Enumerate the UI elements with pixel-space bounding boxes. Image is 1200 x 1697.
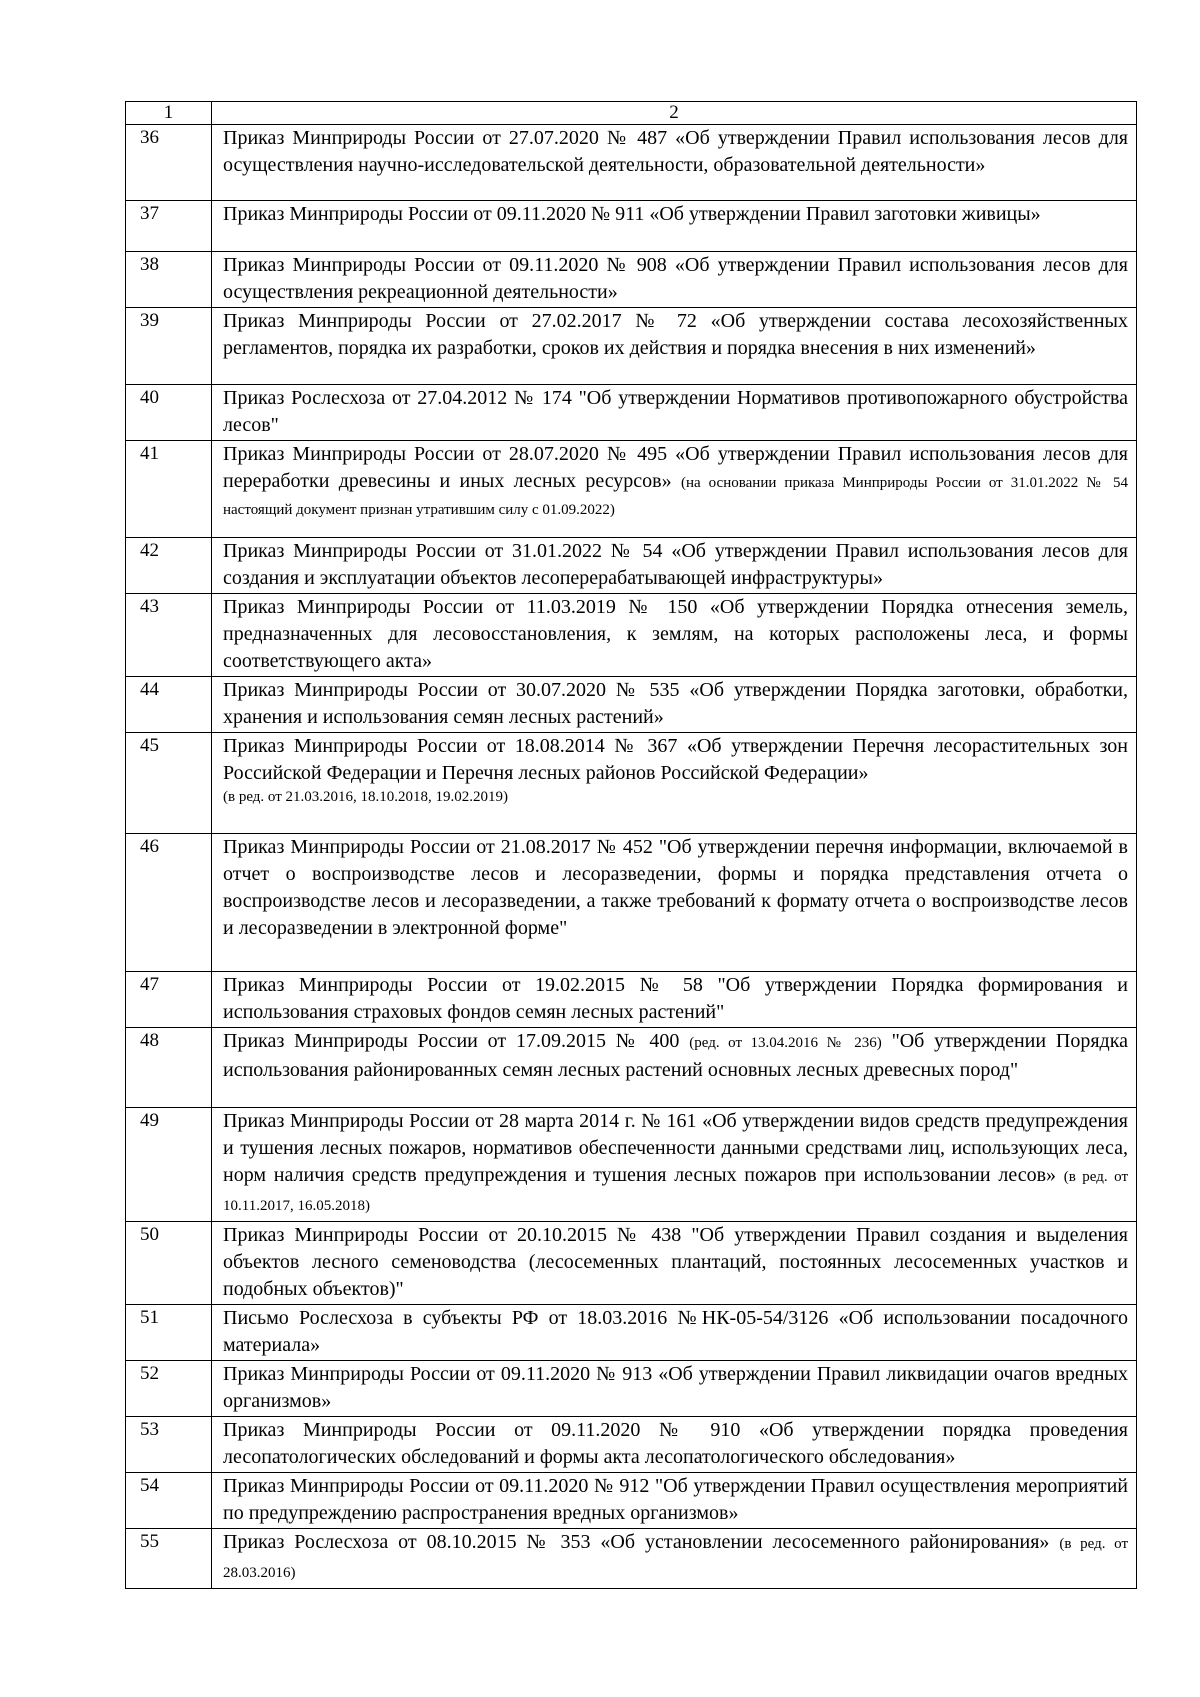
- row-text: [212, 1108, 1137, 1222]
- row-main-text: Приказ Минприроды России от 18.08.2014 № 367 «Об утверждении Перечня лесорастительных зон Российской Федерации и Перечня лесных районов Российской Федерации»: [223, 735, 1128, 784]
- row-number: 41: [126, 441, 212, 538]
- row-number: 51: [126, 1305, 212, 1361]
- row-note: (в ред. от 28.03.2016): [223, 1536, 1129, 1581]
- table-row: [126, 125, 1137, 201]
- table-row: [126, 1305, 1137, 1361]
- table-row: [126, 308, 1137, 385]
- row-number: 45: [126, 733, 212, 834]
- header-col-1: 1: [126, 102, 212, 125]
- table-row: [126, 1108, 1137, 1222]
- row-number: 54: [126, 1473, 212, 1529]
- row-text: Приказ Минприроды России от 09.11.2020 № 913 «Об утверждении Правил ликвидации очагов вредных организмов»: [212, 1361, 1137, 1417]
- row-number: 38: [126, 252, 212, 308]
- row-number: 40: [126, 385, 212, 441]
- table-row: [126, 1222, 1137, 1305]
- row-number: 48: [126, 1028, 212, 1108]
- header-col-2: 2: [212, 102, 1137, 125]
- row-text: Приказ Минприроды России от 30.07.2020 № 535 «Об утверждении Порядка заготовки, обработки, хранения и использования семян лесных растений»: [212, 677, 1137, 733]
- table-row: [126, 201, 1137, 252]
- table-row: [126, 385, 1137, 441]
- table-row: [126, 1473, 1137, 1529]
- row-main-text: "Об утверждении Порядка использования районированных семян лесных растений основных лесных древесных пород": [223, 1030, 1128, 1081]
- row-text: Приказ Минприроды России от 21.08.2017 № 452 "Об утверждении перечня информации, включаемой в отчет о воспроизводстве лесов и лесоразведении, формы и порядка представления отчета о воспроизводстве лесов и лесоразведении, а также требований к формату отчета о воспроизводстве лесов и лесоразведении в электронной форме": [212, 834, 1137, 972]
- row-number: 39: [126, 308, 212, 385]
- row-text: Письмо Рослесхоза в субъекты РФ от 18.03.2016 №НК-05-54/3126 «Об использовании посадочного материала»: [212, 1305, 1137, 1361]
- row-number: 55: [126, 1529, 212, 1589]
- row-number: 52: [126, 1361, 212, 1417]
- table-row: [126, 677, 1137, 733]
- row-note: (ред. от 13.04.2016 № 236): [689, 1035, 882, 1051]
- table-row: [126, 1028, 1137, 1108]
- row-text: Приказ Минприроды России от 27.07.2020 № 487 «Об утверждении Правил использования лесов для осуществления научно-исследовательской деятельности, образовательной деятельности»: [212, 125, 1137, 201]
- table-header-row: [126, 102, 1137, 125]
- row-text: [212, 441, 1137, 538]
- regulations-table: [125, 101, 1137, 1589]
- table-row: [126, 972, 1137, 1028]
- row-number: 43: [126, 594, 212, 677]
- row-number: 42: [126, 538, 212, 594]
- row-text: [212, 1028, 1137, 1108]
- row-text: Приказ Минприроды России от 31.01.2022 № 54 «Об утверждении Правил использования лесов для создания и эксплуатации объектов лесоперерабатывающей инфраструктуры»: [212, 538, 1137, 594]
- row-text: Приказ Рослесхоза от 27.04.2012 № 174 "Об утверждении Нормативов противопожарного обустройства лесов": [212, 385, 1137, 441]
- row-text: [212, 1529, 1137, 1589]
- row-text: Приказ Минприроды России от 09.11.2020 № 908 «Об утверждении Правил использования лесов для осуществления рекреационной деятельности»: [212, 252, 1137, 308]
- row-text: Приказ Минприроды России от 09.11.2020 № 911 «Об утверждении Правил заготовки живицы»: [212, 201, 1137, 252]
- row-note: (в ред. от 10.11.2017, 16.05.2018): [223, 1169, 1128, 1214]
- row-text: Приказ Минприроды России от 19.02.2015 № 58 "Об утверждении Порядка формирования и использования страховых фондов семян лесных растений": [212, 972, 1137, 1028]
- row-note: (в ред. от 21.03.2016, 18.10.2018, 19.02.2019): [223, 789, 509, 805]
- row-number: 53: [126, 1417, 212, 1473]
- row-note: (на основании приказа Минприроды России от 31.01.2022 № 54 настоящий документ признан утратившим силу с 01.09.2022): [223, 475, 1129, 518]
- row-main-text: Приказ Минприроды России от 28.07.2020 № 495 «Об утверждении Правил использования лесов для переработки древесины и иных лесных ресурсов»: [223, 443, 1128, 492]
- row-number: 46: [126, 834, 212, 972]
- row-number: 44: [126, 677, 212, 733]
- table-row: [126, 1529, 1137, 1589]
- table-row: [126, 441, 1137, 538]
- table-row: [126, 1361, 1137, 1417]
- table-row: [126, 594, 1137, 677]
- row-number: 37: [126, 201, 212, 252]
- row-text: Приказ Минприроды России от 09.11.2020 № 912 "Об утверждении Правил осуществления мероприятий по предупреждению распространения вредных организмов»: [212, 1473, 1137, 1529]
- row-number: 50: [126, 1222, 212, 1305]
- row-main-text: Приказ Минприроды России от 28 марта 2014 г. № 161 «Об утверждении видов средств предупреждения и тушения лесных пожаров, нормативов обеспеченности данными средствами лиц, использующих леса, норм наличия средств предупреждения и тушения лесных пожаров при использовании лесов»: [223, 1110, 1128, 1186]
- row-text: Приказ Минприроды России от 11.03.2019 № 150 «Об утверждении Порядка отнесения земель, предназначенных для лесовосстановления, к землям, на которых расположены леса, и формы соответствующего акта»: [212, 594, 1137, 677]
- table-row: [126, 834, 1137, 972]
- table-row: [126, 1417, 1137, 1473]
- row-number: 36: [126, 125, 212, 201]
- row-number: 49: [126, 1108, 212, 1222]
- table-row: [126, 538, 1137, 594]
- row-main-text: Приказ Рослесхоза от 08.10.2015 № 353 «Об установлении лесосеменного районирования»: [223, 1531, 1050, 1553]
- row-text: Приказ Минприроды России от 27.02.2017 № 72 «Об утверждении состава лесохозяйственных регламентов, порядка их разработки, сроков их действия и порядка внесения в них изменений»: [212, 308, 1137, 385]
- row-number: 47: [126, 972, 212, 1028]
- row-text: Приказ Минприроды России от 09.11.2020 № 910 «Об утверждении порядка проведения лесопатологических обследований и формы акта лесопатологического обследования»: [212, 1417, 1137, 1473]
- row-text: [212, 733, 1137, 834]
- row-main-text: Приказ Минприроды России от 17.09.2015 № 400: [223, 1030, 680, 1052]
- table-row: [126, 252, 1137, 308]
- row-text: Приказ Минприроды России от 20.10.2015 № 438 "Об утверждении Правил создания и выделения объектов лесного семеноводства (лесосеменных плантаций, постоянных лесосеменных участков и подобных объектов)": [212, 1222, 1137, 1305]
- table-row: [126, 733, 1137, 834]
